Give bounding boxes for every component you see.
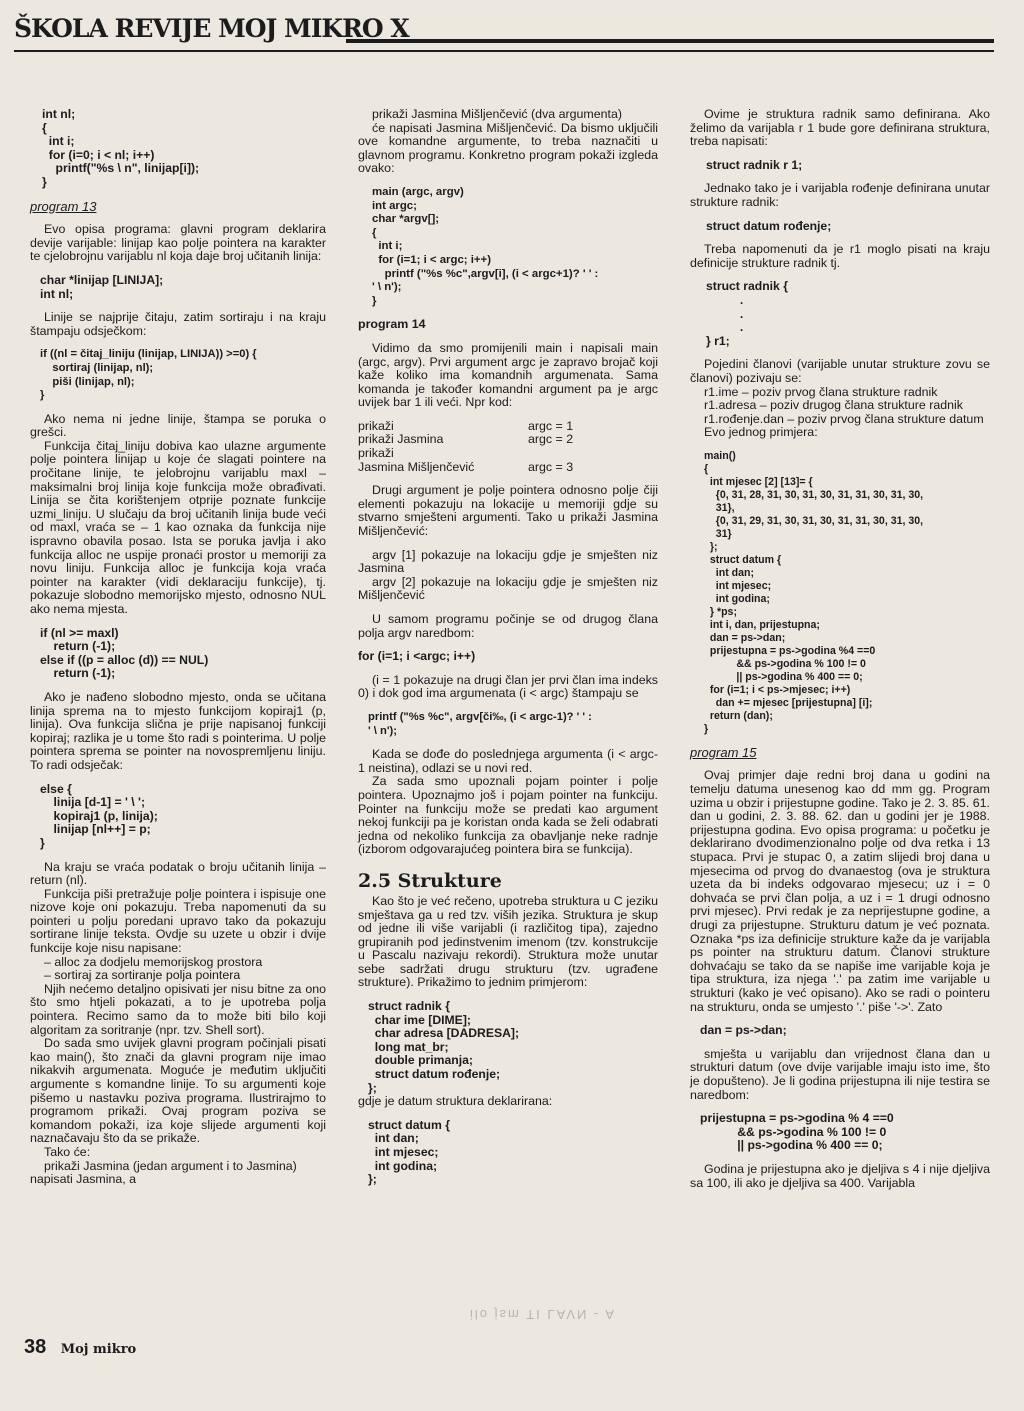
paragraph: r1.ime – poziv prvog člana strukture radnik [704,384,938,399]
argc-table-command: prikaži [358,446,394,461]
paragraph: Vidimo da smo promijenili main i napisali main (argc, argv). Prvi argument argc je zapravo brojač koji kaže koliko ima komandnih argumenata. Sama komanda je također komandni argument pa je argc uvijek bar 1 ili veći. Npr kod: [358,340,658,410]
paragraph: (i = 1 pokazuje na drugi član jer prvi član ima indeks 0) i dok god ima argumenata (i < argc) štampaju se [358,672,658,701]
code-block: struct datum { int dan; int mjesec; int godina; }; [368,1117,450,1187]
paragraph: Ako nema ni jedne linije, štampa se poruka o grešci. [30,411,326,440]
page-footer [24,1336,136,1359]
argc-table-value: argc = 1 [528,418,574,433]
argc-table-command: Jasmina Mišljenčević [358,459,475,474]
page-number: 38 [24,1336,47,1358]
paragraph: Evo jednog primjera: [704,425,818,440]
paragraph: Kada se dođe do poslednjega argumenta (i < argc-1 neistina), odlazi se u novi red. [358,747,658,775]
paragraph: Ovime je struktura radnik samo definirana. Ako želimo da varijabla r 1 bude gore definirana struktura, treba napisati: [690,107,990,149]
paragraph: Njih nećemo detaljno opisivati jer nisu bitne za ono što smo htjeli pokazati, a to je upotreba polja pointera. Recimo samo da to može biti bilo koji algoritam za soritranje (npr. tzv. Shell sort). [30,981,326,1037]
paragraph: Funkcija čitaj_liniju dobiva kao ulazne argumente polje pointera linijap u koje će slagati pointere na pročitane linije, te jelobrojnu varijablu maxl – maksimalni broj linija koje funkcija može obrađivati. Linija se čita korištenjem otprije poznate funkcije uzmi_liniju. U slučaju da broj učitanih linija bude veći od maxl, vraća se – 1 kao oznaka da funkcija nije ispravno obavila posao. Ista se poruka javlja i ako funkcija alloc ne uspije pronaći prostor u memoriji za novu liniju. Funkcija alloc je funkcija koja vraća pointer na karakter (vidi deklaraciju funkcije), tj. pokazuje slobodno memorijsko mjesto, odnosno NUL ako nema mjesta. [30,438,326,616]
paragraph: će napisati Jasmina Mišljenčević. Da bismo uključili ove komandne argumente, to treba naznačiti u glavnom programu. Konkretno program pokaži izgleda ovako: [358,120,658,176]
masthead [14,12,994,52]
paragraph: r1.rođenje.dan – poziv prvog člana strukture datum [704,411,984,426]
paragraph: Evo opisa programa: glavni program deklarira devije varijable: linijap kao polje pointera na karakter te cjelobrojnu varijablu nl koja daje broj učitanih linija: [30,222,326,264]
list-item: – sortiraj za sortiranje polja pointera [44,968,241,983]
masthead-rule-bottom [14,50,994,52]
code-block: char *linijap [LINIJA]; int nl; [40,272,164,301]
paragraph: argv [1] pokazuje na lokaciju gdje je smješten niz Jasmina [358,547,658,576]
caption-program-15: program 15 [690,744,757,760]
paragraph: smješta u varijablu dan vrijednost člana dan u strukturi datum (ove dvije varijable imaju isto ime, što je dopušteno). Je li godina prijestupna ili nije testira se naredbom: [690,1046,990,1102]
code-block: if ((nl = čitaj_liniju (linijap, LINIJA)) >=0) { sortiraj (linijap, nl); piši (linijap, nl); } [40,348,257,402]
paragraph: prikaži Jasmina Mišljenčević (dva argumenta) [372,107,622,121]
magazine-name: Moj mikro [60,1342,137,1357]
argc-table-value: argc = 3 [528,459,574,474]
paragraph: prikaži Jasmina (jedan argument i to Jasmina) [44,1158,297,1173]
argc-table-value: argc = 2 [528,432,574,447]
code-block: prijestupna = ps->godina % 4 ==0 && ps->godina % 100 != 0 || ps->godina % 400 == 0; [700,1111,894,1153]
paragraph: gdje je datum struktura deklarirana: [358,1094,553,1109]
paragraph: Na kraju se vraća podatak o broju učitanih linija – return (nl). [30,859,326,888]
argc-table [358,420,658,474]
code-block: main (argc, argv) int argc; char *argv[]; { int i; for (i=1; i < argc; i++) printf ("%s %c",argv[i], (i < argc+1)? ' ' : ' \ n'); } [372,185,599,307]
masthead-title: ŠKOLA REVIJE MOJ MIKRO X [14,14,409,43]
caption-program-14: program 14 [358,317,426,332]
code-block: printf ("%s %c", argv[či‰, (i < argc-1)? ' ' : ' \ n'); [368,710,592,737]
code-block: struct datum rođenje; [706,218,832,233]
paragraph: Jednako tako je i varijabla rođenje definirana unutar strukture radnik: [690,181,990,209]
paragraph: Kao što je već rečeno, upotreba struktura u C jeziku smještava ga u red tzv. viših jezika. Struktura je skup od jedne ili više varijabli (i različitog tipa), zajedno grupiranih pod jedinstvenim imenom (tzv. konstrukcije u Pascalu nazivaju rekordi). Struktura može unutar sebe sadržati drugu strukturu (tzv. ugrađene strukture). Prikažimo to jednim primjerom: [358,893,658,990]
show-through-text: ilo jsm TI LAVN - A [470,1307,616,1322]
code-block: struct radnik r 1; [706,157,803,172]
paragraph: Za sada smo upoznali pojam pointer i polje pointera. Upoznajmo još i pojam pointer na funkciju. Pointer na funkciju može se predati kao argument nekoj funkciji pa je koristan onda kada se želi odabrati jedna od nekoliko funkcija za obavljanje neke radnje (izborom odgovarajućeg pointera bira se funkcija). [358,774,658,857]
paragraph: Treba napomenuti da je r1 moglo pisati na kraju definicije strukture radnik tj. [690,242,990,270]
code-block: int nl; { int i; for (i=0; i < nl; i++) printf("%s \ n", linijap[i]); } [42,107,200,189]
paragraph: U samom programu počinje se od drugog člana polja argv naredbom: [358,612,658,640]
code-block: else { linija [d-1] = ' \ '; kopiraj1 (p, linija); linijap [nl++] = p; } [40,781,158,850]
caption-program-13: program 13 [30,198,97,214]
paragraph: napisati Jasmina, a [30,1172,137,1187]
list-item: – alloc za dodjelu memorijskog prostora [44,954,263,969]
argc-table-command: prikaži [358,418,394,433]
paragraph: Do sada smo uvijek glavni program počinjali pisati kao main(), što znači da glavni program nije imao nikakvih argumenata. Moguće je međutim uključiti argumente s komandne linije. To su argumenti koje pišemo u nastavku poziva programa. Ilustrirajmo to programom prikaži. Ovaj program poziva se komandom pokaži, iza koje slijede argumenti koji naznačavaju što da se prikaže. [30,1036,326,1146]
masthead-rule [346,39,994,49]
paragraph: r1.adresa – poziv drugog člana strukture radnik [704,398,963,413]
paragraph: Funkcija piši pretražuje polje pointera i ispisuje one nizove koje oni pokazuju. Treba napomenuti da su pointeri u polju poredani upravo tako da pokazuju sortirane linije teksta. Ovdje su uzete u obzir i dvije funkcije koje nisu napisane: [30,886,326,956]
paragraph: Ovaj primjer daje redni broj dana u godini na temelju datuma unesenog kao dd mm gg. Program uzima u obzir i prijestupne godine. Tako je 2. 3. 85. 61. dan u godini, 2. 3. 88. 62. dan u godini jer je 1988. prijestupna godina. Evo opisa programa: u početku je deklarirano dvodimenzionalno polje od dva retka i 13 stupaca. Prvi je stupac 0, a zatim slijedi broj dana u mjesecima od prvog do dvanaestog (ova je struktura uzeta da bi indeks odgovarao mjesecu; uz i = 0 dohvaća se prvi član polja, a uz i = 1 drugi odnosno prvi mjesec). Prvi redak je za neprijestupne godine, a drugi za prijestupne. Strukturu datum je već poznata. Oznaka *ps iza definicije strukture kaže da je varijabla ps pointer na strukturu datum. Članovi strukture dohvaćaju se tako da se napiše ime varijable koja je tipa struktura, iza njega '.' pa zatim ime varijable u strukturi (kako je već opisano). Ako se radi o pointeru na strukturu, onda se umjesto '.' piše '->'. Zato [690,768,990,1014]
code-block: for (i=1; i <argc; i++) [358,649,476,664]
paragraph: Pojedini članovi (varijable unutar strukture zovu se članovi) pozivaju se: [690,357,990,385]
column-3 [690,108,990,1190]
code-block: struct radnik { char ime [DIME]; char adresa [DADRESA]; long mat_br; double primanja; struct datum rođenje; }; [368,999,520,1095]
column-2 [358,108,658,1187]
code-block: struct radnik { . . . } r1; [706,279,788,348]
paragraph: Drugi argument je polje pointera odnosno polje čiji elementi pokazuju na lokacije u memoriji gdje su stvarno smješteni argumenti. Tako u prikaži Jasmina Mišljenčević: [358,483,658,539]
code-block: dan = ps->dan; [700,1023,787,1038]
code-block: main() { int mjesec [2] [13]= { {0, 31, 28, 31, 30, 31, 30, 31, 31, 30, 31, 30, 31}, {0, 31, 29, 31, 30, 31, 30, 31, 31, 30, 31, 30, 31} }; struct datum { int dan; int mjesec; int godina; } *ps; int i, dan, prijestupna; dan = ps->dan; prijestupna = ps->godina %4 ==0 && ps->godina % 100 != 0 || ps->godina % 400 == 0; for (i=1; i < ps->mjesec; i++) dan += mjesec [prijestupna] [i]; return (dan); } [704,449,924,735]
column-1 [30,108,326,1187]
section-heading: 2.5 Strukture [358,869,502,892]
paragraph: Linije se najprije čitaju, zatim sortiraju i na kraju štampaju odsječkom: [30,310,326,338]
paragraph: Godina je prijestupna ako je djeljiva s 4 i nije djeljiva sa 100, ili ako je djeljiva sa 400. Varijabla [690,1161,990,1190]
paragraph: argv [2] pokazuje na lokaciju gdje je smješten niz Mišljenčević [358,574,658,603]
code-block: if (nl >= maxl) return (-1); else if ((p = alloc (d)) == NUL) return (-1); [40,625,209,681]
argc-table-command: prikaži Jasmina [358,432,444,447]
argc-table-value [528,447,658,461]
paragraph: Tako će: [44,1144,91,1159]
paragraph: Ako je nađeno slobodno mjesto, onda se učitana linija sprema na to mjesto funkcijom kopiraj1 (p, linija). Ova funkcija slična je prije napisanoj funkciji kopiraj; razlika je u tome što radi s pointerima. U polje pointera sprema se pointer na novospremljenu liniju. To radi odsječak: [30,689,326,772]
